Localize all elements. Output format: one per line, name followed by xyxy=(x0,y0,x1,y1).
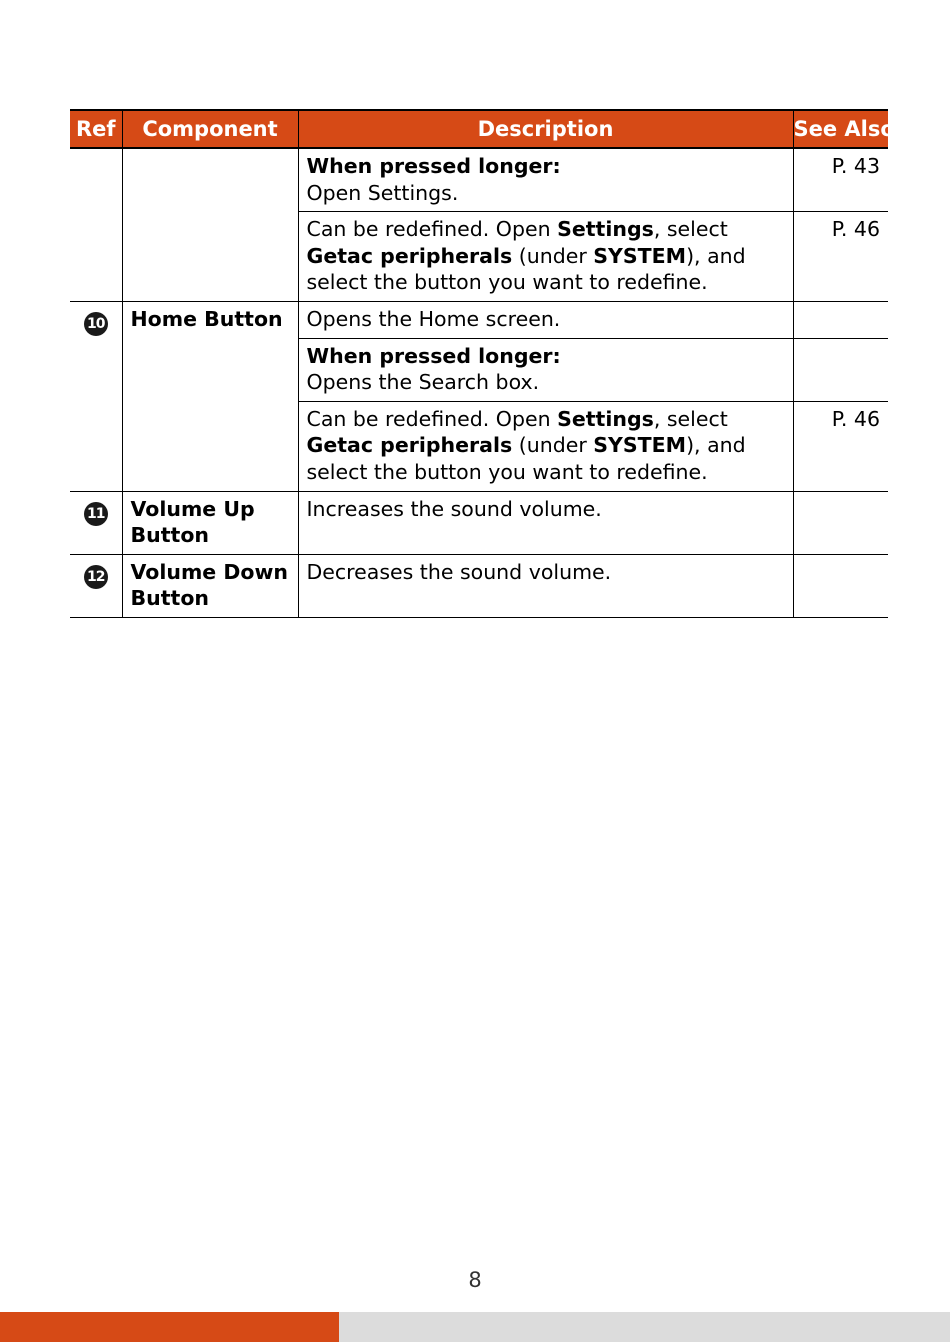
footer-gray-bar xyxy=(339,1312,950,1342)
desc-text: Opens the Search box. xyxy=(306,370,540,395)
desc-text: (under xyxy=(512,243,594,268)
description-cell xyxy=(298,338,793,401)
description-cell xyxy=(298,148,793,212)
header-ref: Ref xyxy=(70,110,122,148)
ref-cell xyxy=(70,301,122,491)
component-table xyxy=(70,109,895,618)
description-cell: Opens the Home screen. xyxy=(298,301,793,338)
desc-bold-term: Getac peripherals xyxy=(306,243,513,268)
desc-bold-term: SYSTEM xyxy=(593,433,687,458)
desc-bold-label: When pressed longer: xyxy=(306,154,561,178)
ref-number-badge: 12 xyxy=(84,565,108,589)
see-also-cell xyxy=(793,491,888,554)
desc-text: Can be redefined. Open xyxy=(306,406,558,431)
page-number: 8 xyxy=(468,1268,482,1292)
component-cell: Home Button xyxy=(122,301,298,491)
component-cell: Volume Down Button xyxy=(122,554,298,617)
header-see-also: See Also xyxy=(793,110,888,148)
description-cell xyxy=(298,212,793,302)
desc-text: Can be redefined. Open xyxy=(306,217,558,242)
header-component: Component xyxy=(122,110,298,148)
desc-bold-term: Settings xyxy=(557,217,654,242)
desc-bold-term: Settings xyxy=(557,406,654,431)
footer-accent-bar xyxy=(0,1312,339,1342)
desc-bold-term: Getac peripherals xyxy=(306,433,513,458)
see-also-cell: P. 46 xyxy=(793,212,888,302)
header-description: Description xyxy=(298,110,793,148)
desc-bold-label: When pressed longer: xyxy=(306,343,561,368)
component-cell xyxy=(122,148,298,301)
see-also-cell xyxy=(793,301,888,338)
desc-bold-term: SYSTEM xyxy=(593,243,687,268)
desc-text: (under xyxy=(512,433,594,458)
desc-text: ), and select the button you want to redefine. xyxy=(306,433,746,484)
component-cell: Volume Up Button xyxy=(122,491,298,554)
desc-text: , select xyxy=(653,406,728,431)
ref-cell xyxy=(70,148,122,301)
ref-number-badge: 10 xyxy=(84,312,108,336)
see-also-cell: P. 46 xyxy=(793,401,888,491)
description-cell xyxy=(298,401,793,491)
ref-number-badge: 11 xyxy=(84,502,108,526)
table-row xyxy=(70,491,888,554)
description-cell: Increases the sound volume. xyxy=(298,491,793,554)
see-also-cell xyxy=(793,554,888,617)
table-row xyxy=(70,301,888,338)
ref-cell xyxy=(70,491,122,554)
table-row xyxy=(70,554,888,617)
table-header-row xyxy=(70,110,888,148)
table-row xyxy=(70,148,888,212)
description-cell: Decreases the sound volume. xyxy=(298,554,793,617)
desc-text: ), and select the button you want to redefine. xyxy=(306,243,746,295)
see-also-cell: P. 43 xyxy=(793,148,888,212)
desc-text: Open Settings. xyxy=(306,180,459,205)
desc-text: , select xyxy=(653,217,728,242)
ref-cell xyxy=(70,554,122,617)
see-also-cell xyxy=(793,338,888,401)
